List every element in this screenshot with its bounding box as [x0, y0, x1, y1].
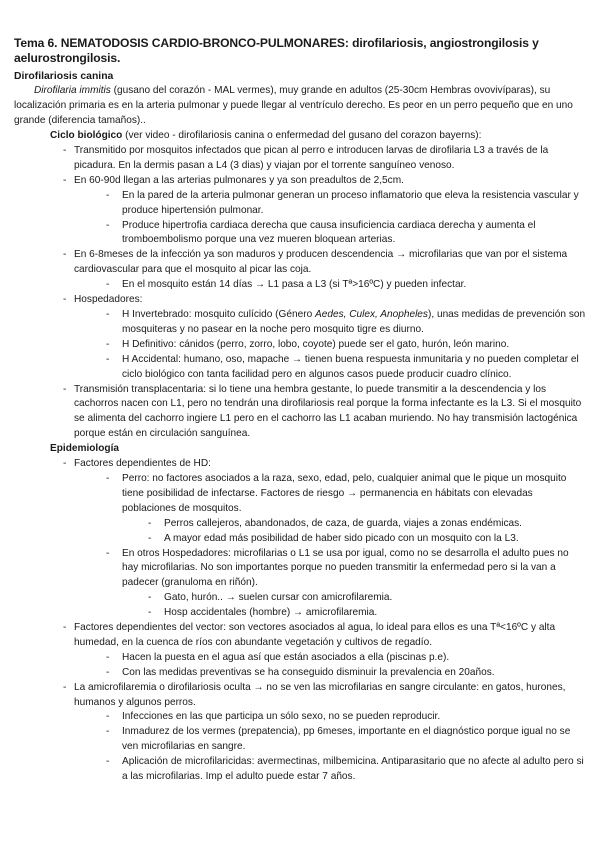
list-item-text: En 60-90d llegan a las arterias pulmonares y ya son preadultos de 2,5cm.	[74, 174, 404, 186]
sub-list-item: - Hacen la puesta en el agua así que están asociados a ella (piscinas p.e).	[14, 651, 586, 666]
intro-paragraph	[14, 84, 586, 129]
list-item: - Transmitido por mosquitos infectados que pican al perro e introducen larvas de dirofilaria L3 a través de la picadura. En la dermis pasan a L4 (3 dias) y viajan por el torrente sanguíneo venoso.	[14, 144, 586, 174]
sub-list-item-text: En otros Hospedadores: microfilarias o L1 se usa por igual, como no se desarrolla el adulto pues no hay microfilarias. No son importantes porque no pueden transmitir la enfermedad pero si la van a padecer (granuloma en riñón).	[122, 547, 569, 589]
genero-names: Aedes, Culex, Anopheles	[315, 309, 428, 320]
sub-list-item: - Produce hipertrofia cardiaca derecha que causa insuficiencia cardiaca derecha y aumenta el tromboembolismo porque una vez mueren bloquean arterias.	[14, 219, 586, 249]
list-item-text: Factores dependientes de HD:	[74, 458, 211, 470]
ciclo-list	[14, 144, 586, 442]
list-item	[14, 174, 586, 249]
ciclo-heading-text: (ver video - dirofilariosis canina o enfermedad del gusano del corazon bayerns):	[122, 130, 482, 142]
list-item: - Transmisión transplacentaria: si lo tiene una hembra gestante, lo puede transmitir a la descendencia y los cachorros nacen con L1, pero no tendrán una dirofilariosis real porque la forma infectante es la L3. Si el mosquito se alimenta del cachorro ingiere L1 pero en el cachorro las L1 acaban muriendo. No hay transmisión lactogénica porque están en circulación sanguínea.	[14, 383, 586, 443]
list-item-text: Hospedadores:	[74, 294, 143, 306]
page-title: Tema 6. NEMATODOSIS CARDIO-BRONCO-PULMONARES: dirofilariosis, angiostrongilosis y aelurostrongilosis.	[14, 36, 539, 66]
sub-list	[74, 710, 586, 785]
sub-list-item: - En la pared de la arteria pulmonar generan un proceso inflamatorio que eleva la resistencia vascular y produce hipertensión pulmonar.	[14, 189, 586, 219]
sub-list-item: - En el mosquito están 14 días → L1 pasa a L3 (si Tª>16ºC) y pueden infectar.	[14, 278, 586, 293]
list-item	[14, 293, 586, 382]
sub-list-item: - Aplicación de microfilaricidas: avermectinas, milbemicina. Antiparasitario que no afecte al adulto pero si a las microfilarias. Imp el adulto puede estar 7 años.	[14, 755, 586, 785]
list-item-text: La amicrofilaremia o dirofilariosis oculta → no se ven las microfilarias en sangre circulante: en gatos, hurones, humanos y algunos perros.	[74, 681, 566, 708]
epidemiologia-list	[14, 457, 586, 785]
sub-list	[74, 308, 586, 383]
sub-list-item: - Infecciones en las que participa un sólo sexo, no se pueden reproducir.	[14, 710, 586, 725]
hospedador-invertebrado-text: H Invertebrado: mosquito culícido (Género	[122, 309, 315, 320]
list-item-text: Factores dependientes del vector: son vectores asociados al agua, lo ideal para ellos es una Tª<16ºC y alta humedad, en la cuenca de ríos con abundante vegetación y cultivos de regadío.	[74, 622, 556, 648]
sub-list-item: - Con las medidas preventivas se ha conseguido disminuir la prevalencia en 20años.	[14, 666, 586, 681]
sub-list-item: - H Accidental: humano, oso, mapache → tienen buena respuesta inmunitaria y no pueden completar el ciclo biológico con tanta facilidad pero en algunos casos puede producir cuadro clínico.	[14, 353, 586, 383]
sub-sub-list	[122, 591, 586, 621]
list-item	[14, 457, 586, 621]
sub-list	[74, 189, 586, 249]
intro-species-name: Dirofilaria immitis	[34, 85, 111, 97]
list-item	[14, 248, 586, 293]
epidemiologia-heading-label: Epidemiología	[50, 443, 119, 455]
sub-list-item	[14, 308, 586, 338]
intro-text: (gusano del corazón - MAL vermes), muy grande en adultos (25-30cm Hembras ovovivíparas), su localización primaria es en la arteria pulmonar y puede llegar al ventrículo derecho. Es peor en un perro pequeño que en uno grande (diferencia tamaños)..	[14, 85, 573, 127]
ciclo-heading	[14, 129, 586, 144]
sub-list-item: - Inmadurez de los vermes (prepatencia), pp 6meses, importante en el diagnóstico porque igual no se ven microfilarias en sangre.	[14, 725, 586, 755]
section-heading-dirofilariosis: Dirofilariosis canina	[14, 71, 114, 83]
hospedador-invertebrado-rest: ), unas medidas de prevención son mosquiteras y no pasear en la noche pero mosquito tigre es diurno.	[122, 309, 586, 335]
sub-list-item-text: Perro: no factores asociados a la raza, sexo, edad, pelo, cualquier animal que le pique un mosquito tiene posibilidad de infectarse. Factores de riesgo → permanencia en hábitats con elevadas poblaciones de mosquitos.	[122, 472, 567, 514]
sub-list-item	[14, 472, 586, 547]
sub-list	[74, 651, 586, 681]
sub-list	[74, 472, 586, 621]
sub-list-item	[14, 547, 586, 622]
sub-list	[74, 278, 586, 293]
sub-sub-list	[122, 517, 586, 547]
list-item	[14, 621, 586, 681]
sub-sub-list-item: - Perros callejeros, abandonados, de caza, de guarda, viajes a zonas endémicas.	[14, 517, 586, 532]
sub-sub-list-item: - A mayor edad más posibilidad de haber sido picado con un mosquito con la L3.	[14, 532, 586, 547]
sub-sub-list-item: - Hosp accidentales (hombre) → amicrofilaremia.	[14, 606, 586, 621]
list-item-text: En 6-8meses de la infección ya son maduros y producen descendencia → microfilarias que van por el sistema cardiovascular para que el mosquito al picar las coja.	[74, 249, 568, 276]
epidemiologia-heading	[14, 442, 586, 457]
list-item	[14, 681, 586, 785]
sub-sub-list-item: - Gato, hurón.. → suelen cursar con amicrofilaremia.	[14, 591, 586, 606]
document-page	[14, 36, 586, 785]
sub-list-item: - H Definitivo: cánidos (perro, zorro, lobo, coyote) puede ser el gato, hurón, león marino.	[14, 338, 586, 353]
ciclo-heading-label: Ciclo biológico	[50, 130, 123, 142]
